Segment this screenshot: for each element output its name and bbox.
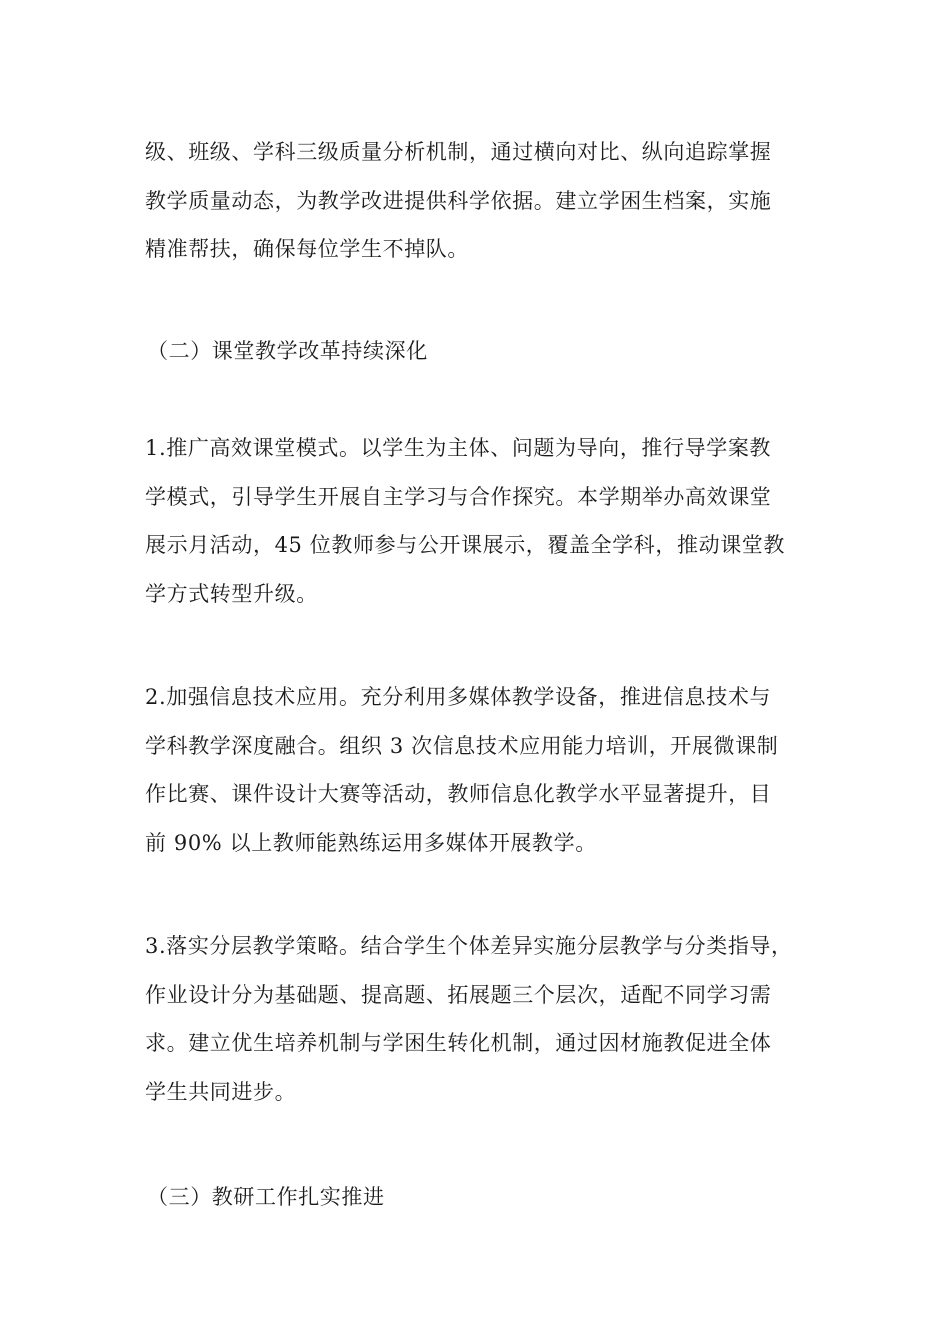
text-line: 3.落实分层教学策略。结合学生个体差异实施分层教学与分类指导， [145, 934, 793, 958]
paragraph-tiered-teaching [145, 922, 835, 1116]
paragraph-quality-analysis [145, 128, 835, 274]
text-line: 作比赛、课件设计大赛等活动，教师信息化教学水平显著提升，目 [145, 782, 772, 806]
paragraph-efficient-classroom [145, 424, 835, 618]
text-line: 前 90% 以上教师能熟练运用多媒体开展教学。 [145, 830, 597, 855]
text-line: 学方式转型升级。 [145, 581, 318, 606]
text-line: 学模式，引导学生开展自主学习与合作探究。本学期举办高效课堂 [145, 484, 772, 509]
section-heading-teaching-research: （三）教研工作扎实推进 [147, 1185, 385, 1209]
text-line: 教学质量动态，为教学改进提供科学依据。建立学困生档案，实施 [145, 188, 772, 213]
text-line: 1.推广高效课堂模式。以学生为主体、问题为导向，推行导学案教 [145, 436, 772, 460]
text-line: 展示月活动，45 位教师参与公开课展示，覆盖全学科，推动课堂教 [145, 533, 785, 557]
text-line: 学生共同进步。 [145, 1079, 297, 1104]
text-line: 学科教学深度融合。组织 3 次信息技术应用能力培训，开展微课制 [145, 733, 779, 758]
paragraph-it-application [145, 673, 835, 867]
text-line: 级、班级、学科三级质量分析机制，通过横向对比、纵向追踪掌握 [145, 140, 772, 164]
text-line: 2.加强信息技术应用。充分利用多媒体教学设备，推进信息技术与 [145, 685, 772, 709]
text-line: 精准帮扶，确保每位学生不掉队。 [145, 237, 469, 261]
text-line: 求。建立优生培养机制与学困生转化机制，通过因材施教促进全体 [145, 1031, 772, 1055]
section-heading-classroom-reform: （二）课堂教学改革持续深化 [147, 339, 428, 363]
text-line: 作业设计分为基础题、提高题、拓展题三个层次，适配不同学习需 [145, 982, 772, 1007]
